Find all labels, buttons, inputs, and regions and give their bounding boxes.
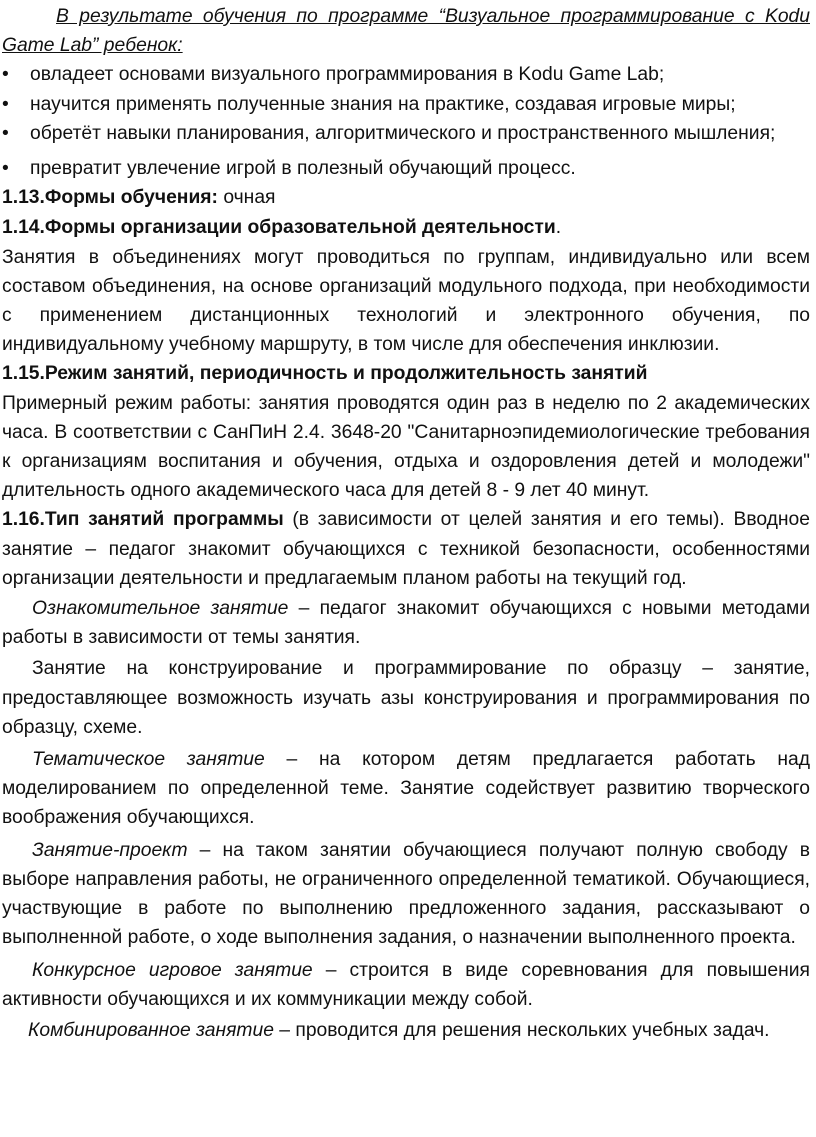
lesson-type-desc: – на таком занятии обучающиеся получают полную свободу в выборе направления работы, не ограниченного определенной тематикой. Обучающиеся, участвующие в работе по выполнению предложенного задания, рассказывают о выполненной работе, о ходе выполнения задания, о назначении выполненного проекта. [2,839,810,949]
lesson-type-desc: – проводится для решения нескольких учебных задач. [273,1019,770,1041]
lesson-type-desc: – педагог знакомит обучающихся с новыми методами работы в зависимости от темы занятия. [2,598,810,649]
lesson-type-desc: Занятие на конструирование и программирование по образцу – занятие, предоставляющее возможность изучать азы конструирования и программирования по образцу, схеме. [2,658,810,738]
section-1-15-text: Примерный режим работы: занятия проводятся один раз в неделю по 2 академических часа. В соответствии с СанПиН 2.4. 3648-20 "Санитарноэпидемиологические требования к организациям воспитания и обучения, отдыха и оздоровления детей и молодежи" длительность одного академического часа для детей 8 - 9 лет 40 минут. [2,392,810,502]
lesson-type-term: Тематическое занятие [32,749,265,771]
section-1-16 [2,505,810,593]
list-item-text: научится применять полученные знания на практике, создавая игровые миры; [30,93,736,115]
bullet-icon: • [2,158,9,180]
list-item [2,90,810,119]
lesson-type-project [2,836,810,953]
section-heading: 1.16.Тип занятий программы [2,509,284,531]
list-item [2,154,810,183]
lesson-type-desc: – строится в виде соревнования для повышения активности обучающихся и их коммуникации между собой. [2,959,810,1010]
section-heading: 1.13.Формы обучения: [2,187,218,209]
section-text: (в зависимости от целей занятия и его темы). Вводное занятие – педагог знакомит обучающихся с техникой безопасности, особенностями организации деятельности и предлагаемым планом работы на текущий год. [2,509,810,589]
list-item-text: превратит увлечение игрой в полезный обучающий процесс. [30,158,576,180]
list-item [2,119,810,148]
list-item-text: овладеет основами визуального программирования в Kodu Game Lab; [30,64,665,86]
list-item-text: обретёт навыки планирования, алгоритмического и пространственного мышления; [30,122,776,144]
bullet-icon: • [2,93,9,115]
section-value: очная [217,187,276,209]
outcomes-list [2,60,810,183]
bullet-icon: • [2,122,9,144]
section-heading: 1.14.Формы организации образовательной деятельности [2,217,556,239]
lesson-type-desc: – на котором детям предлагается работать над моделированием по определенной теме. Занятие содействует развитию творческого воображения обучающихся. [2,749,810,829]
section-1-14-text: Занятия в объединениях могут проводиться по группам, индивидуально или всем составом объединения, на основе организаций модульного подхода, при необходимости с применением дистанционных технологий и электронного обучения, по индивидуальному учебному маршруту, в том числе для обеспечения инклюзии. [2,246,810,356]
section-1-13 [2,183,810,212]
lesson-type-term: Занятие-проект [32,839,188,861]
list-item [2,60,810,89]
lesson-type-combined [2,1016,810,1045]
bullet-icon: • [2,64,9,86]
lesson-type-term: Ознакомительное занятие [32,598,289,620]
lesson-type-intro [2,594,810,652]
heading-period: . [555,217,562,239]
lesson-type-term: Комбинированное занятие [28,1019,274,1041]
section-1-15-heading: 1.15.Режим занятий, периодичность и продолжительность занятий [2,363,648,385]
lesson-type-contest [2,956,810,1014]
lesson-type-term: Конкурсное игровое занятие [32,959,313,981]
section-1-14-heading-line [2,213,810,242]
lesson-type-thematic [2,745,810,833]
lesson-type-construct [2,654,810,742]
intro-line: В результате обучения по программе “Визуальное программирование с Kodu Game Lab” ребенок: [2,6,810,57]
